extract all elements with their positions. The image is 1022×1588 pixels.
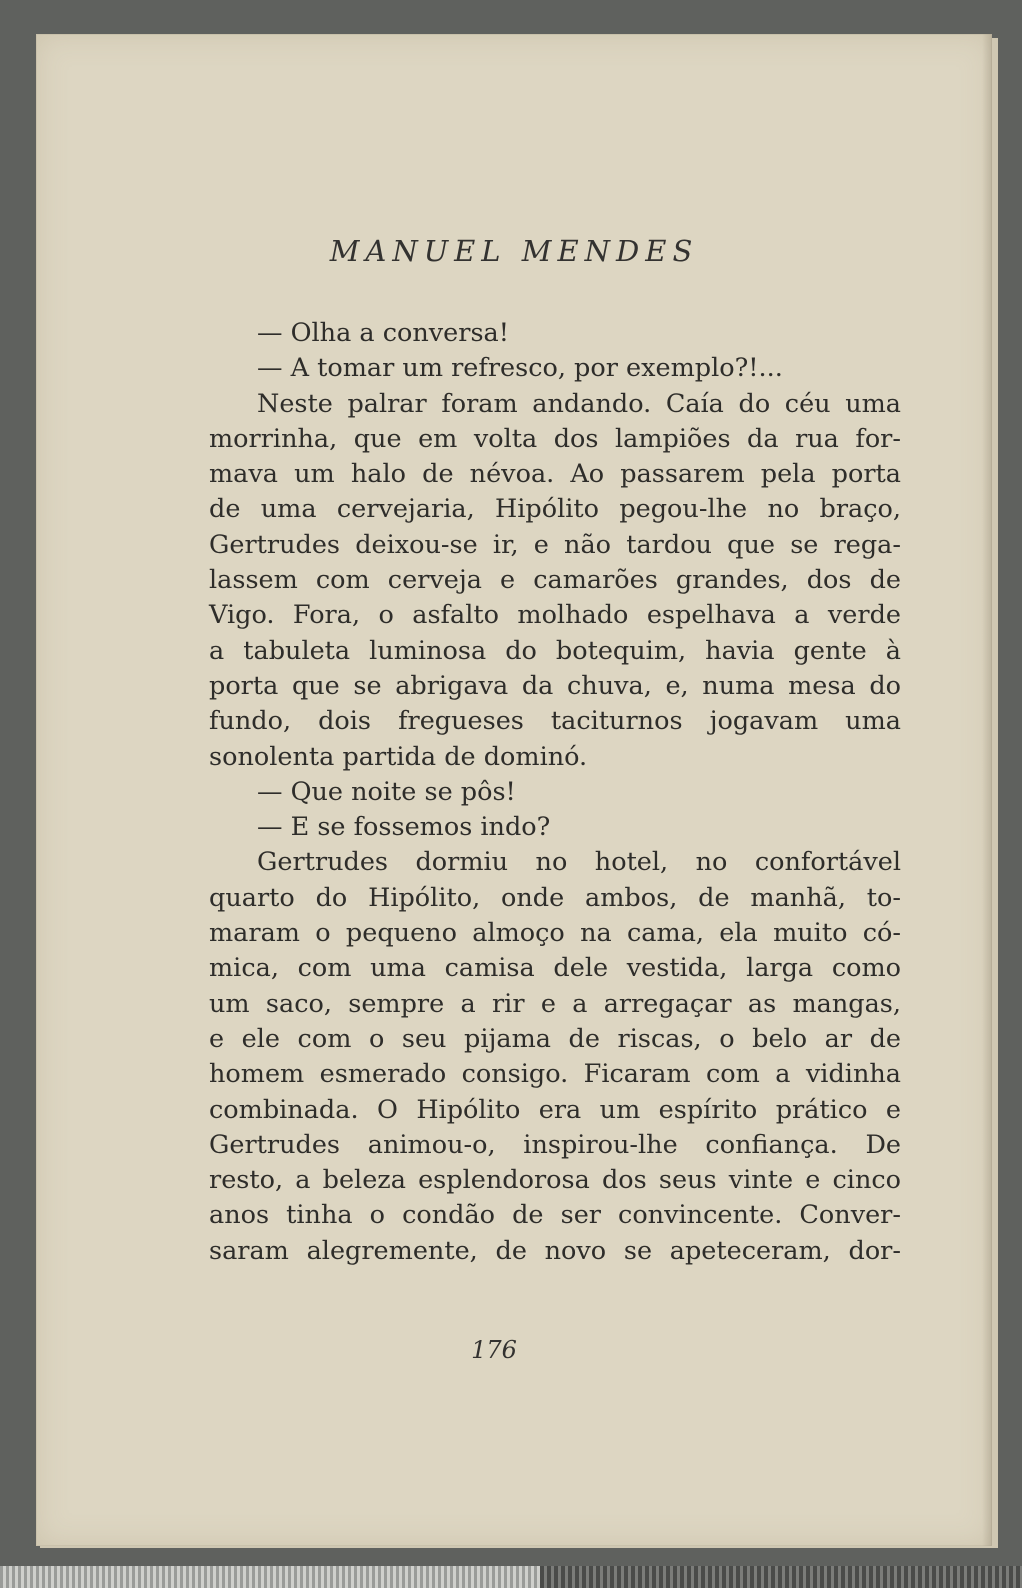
text-line: — Que noite se pôs! <box>257 776 516 807</box>
text-line: morrinha, que em volta dos lampiões da rua for- <box>209 423 901 454</box>
text-line: fundo, dois fregueses taciturnos jogavam uma <box>209 706 901 737</box>
book-page <box>36 34 992 1546</box>
text-line: Gertrudes dormiu no hotel, no confortável <box>257 847 901 878</box>
text-line: combinada. O Hipólito era um espírito prático e <box>209 1094 901 1125</box>
text-line: Vigo. Fora, o asfalto molhado espelhava a verde <box>209 600 901 631</box>
text-line: porta que se abrigava da chuva, e, numa mesa do <box>209 670 901 701</box>
running-header: MANUEL MENDES <box>329 234 699 268</box>
text-line: Gertrudes animou-o, inspirou-lhe confiança. De <box>209 1129 901 1160</box>
text-line: sonolenta partida de dominó. <box>209 741 588 772</box>
text-line: lassem com cerveja e camarões grandes, dos de <box>209 565 901 596</box>
text-line: Gertrudes deixou-se ir, e não tardou que se rega- <box>209 529 901 560</box>
text-line: um saco, sempre a rir e a arregaçar as mangas, <box>209 988 901 1019</box>
page-number: 176 <box>471 1336 517 1364</box>
text-line: — A tomar um refresco, por exemplo?!... <box>257 353 783 384</box>
text-line: e ele com o seu pijama de riscas, o belo ar de <box>209 1023 901 1054</box>
text-line: mava um halo de névoa. Ao passarem pela porta <box>209 459 901 490</box>
text-line: maram o pequeno almoço na cama, ela muito có- <box>209 918 901 949</box>
scan-strip-dark <box>540 1566 1022 1588</box>
text-line: saram alegremente, de novo se apeteceram, dor- <box>209 1235 901 1266</box>
text-line: — E se fossemos indo? <box>257 812 551 843</box>
text-line: homem esmerado consigo. Ficaram com a vidinha <box>209 1059 901 1090</box>
text-line: resto, a beleza esplendorosa dos seus vinte e cinco <box>209 1165 901 1196</box>
text-line: a tabuleta luminosa do botequim, havia gente à <box>209 635 901 666</box>
text-line: Neste palrar foram andando. Caía do céu uma <box>257 388 901 419</box>
text-line: quarto do Hipólito, onde ambos, de manhã, to- <box>209 882 901 913</box>
body-text <box>209 316 901 1269</box>
text-line: — Olha a conversa! <box>257 318 509 348</box>
text-line: de uma cervejaria, Hipólito pegou-lhe no braço, <box>209 494 901 525</box>
text-line: mica, com uma camisa dele vestida, larga como <box>209 953 901 984</box>
text-line: anos tinha o condão de ser convincente. Conver- <box>209 1200 901 1231</box>
